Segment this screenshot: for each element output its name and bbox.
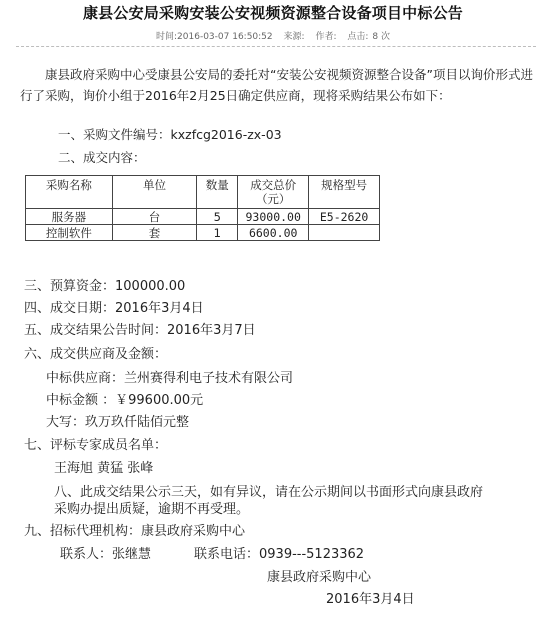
contact-phone: 联系电话：0939---5123362 [194, 547, 365, 562]
table-cell: 台 [112, 209, 197, 225]
signature-organization: 康县政府采购中心 [267, 570, 372, 585]
signature-date: 2016年3月4日 [326, 592, 415, 607]
winning-amount-uppercase: 大写：玖万玖仟陆佰元整 [46, 415, 190, 430]
table-row [26, 209, 380, 225]
deal-table [25, 175, 380, 241]
meta-author-label: 作者: [315, 32, 337, 42]
table-header-cell: 采购名称 [26, 176, 113, 209]
section-experts: 七、评标专家成员名单： [24, 438, 168, 453]
table-header-cell: 成交总价（元） [238, 176, 309, 209]
article-meta [0, 29, 546, 42]
section-agency: 九、招标代理机构：康县政府采购中心 [24, 524, 246, 539]
winning-supplier: 中标供应商：兰州赛得利电子技术有限公司 [46, 371, 294, 386]
table-cell: 5 [197, 209, 238, 225]
section-announce-date: 五、成交结果公告时间：2016年3月7日 [24, 323, 256, 338]
table-row [26, 225, 380, 241]
table-cell: 93000.00 [238, 209, 309, 225]
table-header-cell: 规格型号 [309, 176, 380, 209]
section-objection-line2: 采购办提出质疑，逾期不再受理。 [54, 502, 250, 517]
table-cell: 6600.00 [238, 225, 309, 241]
section-budget: 三、预算资金：100000.00 [24, 279, 186, 294]
table-cell: 套 [112, 225, 197, 241]
meta-source-label: 来源: [283, 32, 305, 42]
table-header-row [26, 176, 380, 209]
meta-time [156, 32, 273, 42]
table-header-cell: 数量 [197, 176, 238, 209]
winning-amount: 中标金额 ：￥99600.00元 [46, 393, 204, 408]
expert-names: 王海旭 黄猛 张峰 [54, 461, 154, 476]
meta-clicks [347, 32, 390, 42]
table-cell: 服务器 [26, 209, 113, 225]
table-cell: 控制软件 [26, 225, 113, 241]
page-title: 康县公安局采购安装公安视频资源整合设备项目中标公告 [82, 4, 463, 22]
table-cell: E5-2620 [309, 209, 380, 225]
section-objection-line1: 八、此成交结果公示三天，如有异议，请在公示期间以书面形式向康县政府 [54, 485, 484, 500]
item-deal-content: 二、成交内容： [58, 150, 146, 165]
section-deal-date: 四、成交日期：2016年3月4日 [24, 301, 204, 316]
section-supplier: 六、成交供应商及金额： [24, 347, 168, 362]
intro-paragraph: 康县政府采购中心受康县公安局的委托对“安装公安视频资源整合设备”项目以询价形式进行了采购，询价小组于2016年2月25日确定供应商，现将采购结果公布如下： [20, 67, 533, 103]
contact-person: 联系人：张继慧 [60, 547, 152, 562]
meta-clicks-value: 8 次 [372, 32, 390, 42]
item-procurement-number: 一、采购文件编号：kxzfcg2016-zx-03 [58, 127, 282, 142]
meta-clicks-label: 点击: [347, 32, 369, 42]
header-divider [16, 46, 536, 47]
meta-time-value: 2016-03-07 16:50:52 [177, 32, 273, 42]
table-cell [309, 225, 380, 241]
table-cell: 1 [197, 225, 238, 241]
table-header-cell: 单位 [112, 176, 197, 209]
meta-time-label: 时间: [156, 32, 178, 42]
